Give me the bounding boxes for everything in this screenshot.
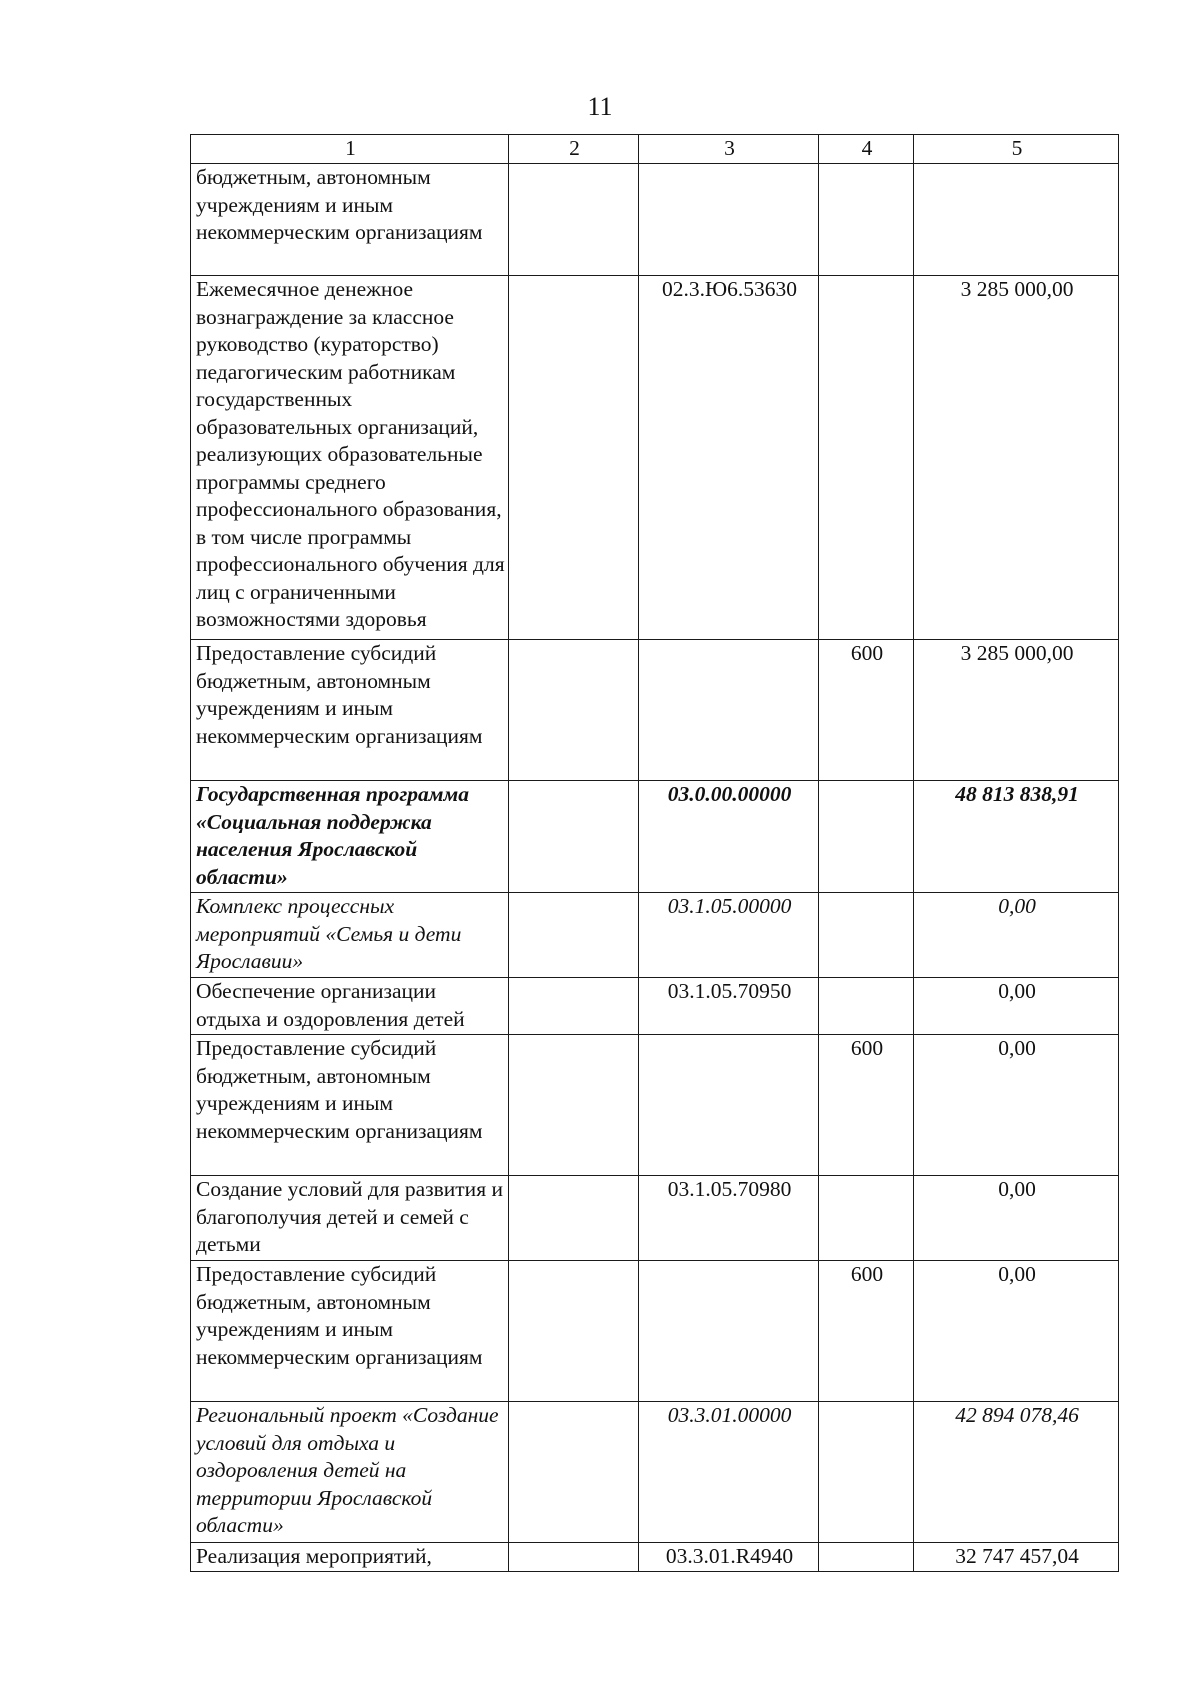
code-cell: 02.3.Ю6.53630 bbox=[639, 276, 819, 640]
name-cell: Предоставление субсидий бюджетным, автономным учреждениям и иным некоммерческим организациям bbox=[191, 1261, 509, 1402]
header-cell: 5 bbox=[914, 135, 1119, 164]
type-cell bbox=[819, 164, 914, 276]
col2-cell bbox=[509, 276, 639, 640]
amount-cell: 0,00 bbox=[914, 893, 1119, 978]
col2-cell bbox=[509, 781, 639, 893]
col2-cell bbox=[509, 164, 639, 276]
amount-cell: 3 285 000,00 bbox=[914, 276, 1119, 640]
name-cell: бюджетным, автономным учреждениям и иным некоммерческим организациям bbox=[191, 164, 509, 276]
page-number: 11 bbox=[587, 92, 613, 121]
table-row bbox=[191, 1261, 1119, 1402]
table-row bbox=[191, 164, 1119, 276]
table-row bbox=[191, 978, 1119, 1035]
table-row bbox=[191, 276, 1119, 640]
header-cell: 4 bbox=[819, 135, 914, 164]
type-cell bbox=[819, 978, 914, 1035]
type-cell: 600 bbox=[819, 1035, 914, 1176]
type-cell: 600 bbox=[819, 640, 914, 781]
amount-cell: 0,00 bbox=[914, 1035, 1119, 1176]
amount-cell: 32 747 457,04 bbox=[914, 1543, 1119, 1572]
type-cell bbox=[819, 1176, 914, 1261]
amount-cell: 42 894 078,46 bbox=[914, 1402, 1119, 1543]
code-cell bbox=[639, 1261, 819, 1402]
amount-cell: 0,00 bbox=[914, 1261, 1119, 1402]
name-cell: Государственная программа «Социальная поддержка населения Ярославской области» bbox=[191, 781, 509, 893]
name-cell: Ежемесячное денежное вознаграждение за классное руководство (кураторство) педагогическим работникам государственных образовательных организаций, реализующих образовательные программы среднего профессионального образования, в том числе программы профессионального обучения для лиц с ограниченными возможностями здоровья bbox=[191, 276, 509, 640]
type-cell bbox=[819, 1543, 914, 1572]
code-cell: 03.3.01.R4940 bbox=[639, 1543, 819, 1572]
name-cell: Создание условий для развития и благополучия детей и семей с детьми bbox=[191, 1176, 509, 1261]
col2-cell bbox=[509, 1261, 639, 1402]
type-cell: 600 bbox=[819, 1261, 914, 1402]
amount-cell: 0,00 bbox=[914, 978, 1119, 1035]
name-cell: Обеспечение организации отдыха и оздоровления детей bbox=[191, 978, 509, 1035]
budget-table bbox=[190, 134, 1119, 1572]
table-row bbox=[191, 1543, 1119, 1572]
table-row bbox=[191, 640, 1119, 781]
col2-cell bbox=[509, 1543, 639, 1572]
col2-cell bbox=[509, 1035, 639, 1176]
header-cell: 1 bbox=[191, 135, 509, 164]
name-cell: Региональный проект «Создание условий для отдыха и оздоровления детей на территории Ярославской области» bbox=[191, 1402, 509, 1543]
code-cell: 03.1.05.70950 bbox=[639, 978, 819, 1035]
table-row bbox=[191, 1402, 1119, 1543]
table-row bbox=[191, 1176, 1119, 1261]
col2-cell bbox=[509, 1402, 639, 1543]
type-cell bbox=[819, 893, 914, 978]
name-cell: Предоставление субсидий бюджетным, автономным учреждениям и иным некоммерческим организациям bbox=[191, 1035, 509, 1176]
amount-cell: 3 285 000,00 bbox=[914, 640, 1119, 781]
code-cell: 03.1.05.00000 bbox=[639, 893, 819, 978]
type-cell bbox=[819, 276, 914, 640]
code-cell bbox=[639, 1035, 819, 1176]
code-cell: 03.0.00.00000 bbox=[639, 781, 819, 893]
code-cell bbox=[639, 640, 819, 781]
table-row bbox=[191, 781, 1119, 893]
table-header-row bbox=[191, 135, 1119, 164]
amount-cell: 0,00 bbox=[914, 1176, 1119, 1261]
code-cell: 03.1.05.70980 bbox=[639, 1176, 819, 1261]
amount-cell: 48 813 838,91 bbox=[914, 781, 1119, 893]
header-cell: 3 bbox=[639, 135, 819, 164]
name-cell: Предоставление субсидий бюджетным, автономным учреждениям и иным некоммерческим организациям bbox=[191, 640, 509, 781]
amount-cell bbox=[914, 164, 1119, 276]
name-cell: Комплекс процессных мероприятий «Семья и дети Ярославии» bbox=[191, 893, 509, 978]
type-cell bbox=[819, 781, 914, 893]
table-row bbox=[191, 1035, 1119, 1176]
header-cell: 2 bbox=[509, 135, 639, 164]
code-cell bbox=[639, 164, 819, 276]
col2-cell bbox=[509, 893, 639, 978]
col2-cell bbox=[509, 1176, 639, 1261]
col2-cell bbox=[509, 978, 639, 1035]
name-cell: Реализация мероприятий, bbox=[191, 1543, 509, 1572]
col2-cell bbox=[509, 640, 639, 781]
type-cell bbox=[819, 1402, 914, 1543]
table-row bbox=[191, 893, 1119, 978]
code-cell: 03.3.01.00000 bbox=[639, 1402, 819, 1543]
